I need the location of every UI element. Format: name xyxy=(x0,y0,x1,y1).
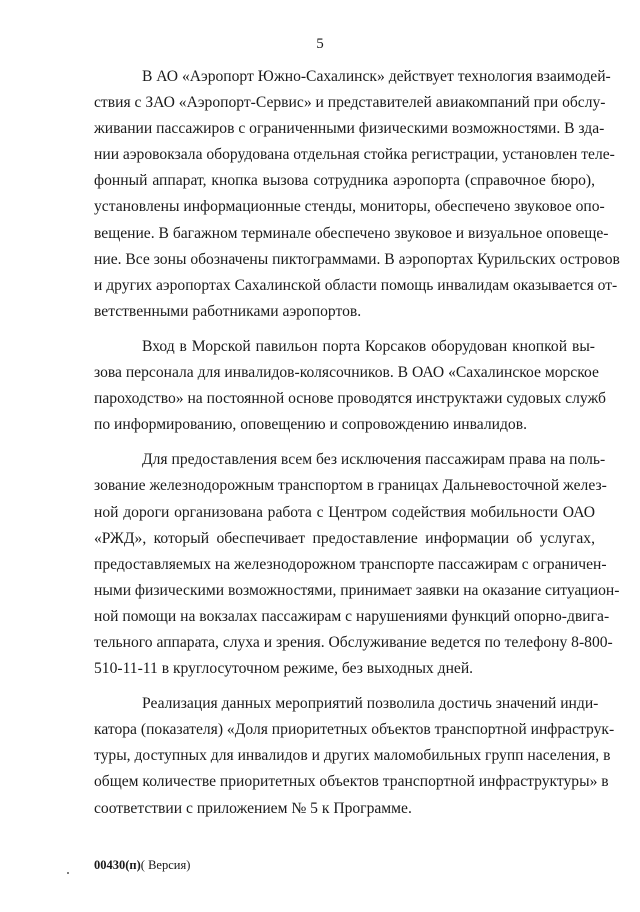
text-line: ной дороги организована работа с Центром содействия мобильности ОАО xyxy=(94,503,595,521)
text-line: зова персонала для инвалидов-колясочников. В ОАО «Сахалинское морское xyxy=(94,364,599,382)
paragraph xyxy=(94,691,615,821)
text-line: фонный аппарат, кнопка вызова сотрудника аэропорта (справочное бюро), xyxy=(94,172,595,190)
text-line: «РЖД», который обеспечивает предоставление информации об услугах, xyxy=(94,529,595,547)
text-line: установлены информационные стенды, мониторы, обеспечено звуковое опо- xyxy=(94,198,605,216)
text-line: соответствии с приложением № 5 к Программе. xyxy=(94,799,412,817)
text-line: Для предоставления всем без исключения пассажирам права на поль- xyxy=(142,451,606,469)
scan-speck xyxy=(67,872,69,874)
text-line: 510-11-11 в круглосуточном режиме, без выходных дней. xyxy=(94,660,474,678)
document-body xyxy=(94,64,620,831)
text-line: В АО «Аэропорт Южно-Сахалинск» действует технология взаимодей- xyxy=(142,68,611,85)
text-line: Вход в Морской павильон порта Корсаков оборудован кнопкой вы- xyxy=(142,337,595,355)
text-line: по информированию, оповещению и сопровождению инвалидов. xyxy=(94,416,527,434)
text-line: ной помощи на вокзалах пассажирам с нарушениями функций опорно-двига- xyxy=(94,607,610,625)
text-line: общем количестве приоритетных объектов транспортной инфраструктуры» в xyxy=(94,773,609,791)
text-line: пароходство» на постоянной основе проводятся инструктажи судовых служб xyxy=(94,390,606,408)
paragraph xyxy=(94,64,620,325)
document-footer xyxy=(94,858,190,873)
document-code: 00430(п) xyxy=(94,858,141,872)
text-line: предоставляемых на железнодорожном транспорте пассажирам с ограничен- xyxy=(94,555,607,573)
text-line: тельного аппарата, слуха и зрения. Обслуживание ведется по телефону 8-800- xyxy=(94,633,613,651)
paragraph xyxy=(94,334,606,438)
text-line: вещение. В багажном терминале обеспечено звуковое и визуальное оповеще- xyxy=(94,224,609,242)
text-line: зование железнодорожным транспортом в границах Дальневосточной желез- xyxy=(94,477,607,495)
document-version-label: ( Версия) xyxy=(140,858,191,872)
text-line: катора (показателя) «Доля приоритетных объектов транспортной инфраструк- xyxy=(94,721,615,739)
text-line: Реализация данных мероприятий позволила достичь значений инди- xyxy=(142,695,599,713)
text-line: ными физическими возможностями, принимает заявки на оказание ситуацион- xyxy=(94,581,620,599)
text-line: живании пассажиров с ограниченными физическими возможностями. В зда- xyxy=(94,120,605,138)
text-line: ветственными работниками аэропортов. xyxy=(94,302,362,320)
text-line: ние. Все зоны обозначены пиктограммами. В аэропортах Курильских островов xyxy=(94,250,620,268)
paragraph xyxy=(94,447,620,682)
text-line: туры, доступных для инвалидов и других маломобильных групп населения, в xyxy=(94,747,611,765)
text-line: и других аэропортах Сахалинской области помощь инвалидам оказывается от- xyxy=(94,276,618,294)
page-number: 5 xyxy=(316,36,324,52)
text-line: нии аэровокзала оборудована отдельная стойка регистрации, установлен теле- xyxy=(94,146,615,164)
text-line: ствия с ЗАО «Аэропорт-Сервис» и представителей авиакомпаний при обслу- xyxy=(94,94,606,112)
